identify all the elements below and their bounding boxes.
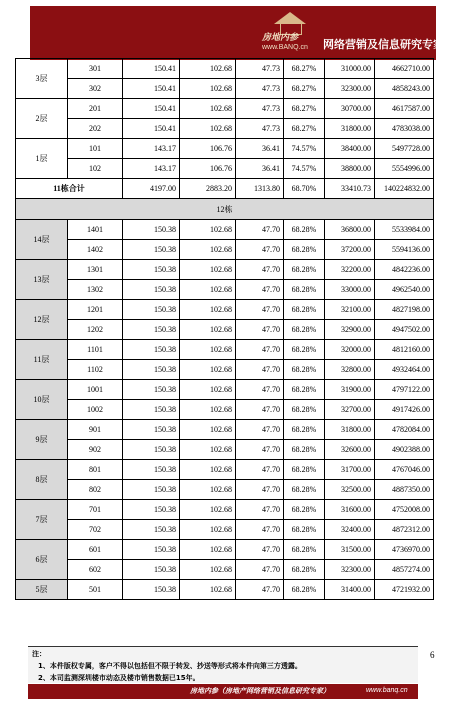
unit-cell: 802	[68, 480, 123, 500]
price-cell: 32800.00	[325, 360, 375, 380]
ratio-cell: 68.27%	[284, 99, 325, 119]
floor-cell: 10层	[16, 380, 68, 420]
ratio-cell: 68.28%	[284, 480, 325, 500]
c2-cell: 102.68	[180, 420, 236, 440]
price-cell: 36800.00	[325, 220, 375, 240]
c3-cell: 47.70	[236, 500, 284, 520]
c3-cell: 47.73	[236, 59, 284, 79]
ratio-cell: 68.28%	[284, 340, 325, 360]
c1-cell: 150.38	[123, 300, 180, 320]
c1-cell: 150.38	[123, 500, 180, 520]
c3-cell: 47.70	[236, 420, 284, 440]
unit-cell: 702	[68, 520, 123, 540]
house-roof-icon	[274, 12, 306, 24]
c3-cell: 47.73	[236, 99, 284, 119]
c3-cell: 36.41	[236, 159, 284, 179]
c2-cell: 106.76	[180, 159, 236, 179]
total-cell: 4947502.00	[375, 320, 434, 340]
c2-cell: 102.68	[180, 320, 236, 340]
c3-cell: 47.70	[236, 480, 284, 500]
price-cell: 31800.00	[325, 420, 375, 440]
price-cell: 31900.00	[325, 380, 375, 400]
total-cell: 5554996.00	[375, 159, 434, 179]
total-cell: 4721932.00	[375, 580, 434, 600]
price-cell: 31000.00	[325, 59, 375, 79]
table-row	[16, 520, 434, 540]
c2-cell: 102.68	[180, 119, 236, 139]
ratio-cell: 68.28%	[284, 520, 325, 540]
total-col3: 1313.80	[236, 179, 284, 199]
c1-cell: 150.38	[123, 380, 180, 400]
c2-cell: 102.68	[180, 260, 236, 280]
ratio-cell: 68.28%	[284, 440, 325, 460]
total-cell: 4962540.00	[375, 280, 434, 300]
price-cell: 33000.00	[325, 280, 375, 300]
total-cell: 4662710.00	[375, 59, 434, 79]
total-price: 33410.73	[325, 179, 375, 199]
floor-cell: 9层	[16, 420, 68, 460]
notes-box	[28, 646, 418, 683]
ratio-cell: 68.28%	[284, 540, 325, 560]
table-row	[16, 500, 434, 520]
unit-cell: 801	[68, 460, 123, 480]
table-row	[16, 340, 434, 360]
c3-cell: 47.70	[236, 540, 284, 560]
floor-cell: 14层	[16, 220, 68, 260]
total-cell: 4842236.00	[375, 260, 434, 280]
price-cell: 38800.00	[325, 159, 375, 179]
total-cell: 4857274.00	[375, 560, 434, 580]
price-cell: 32100.00	[325, 300, 375, 320]
ratio-cell: 68.28%	[284, 420, 325, 440]
c3-cell: 47.73	[236, 119, 284, 139]
total-col2: 2883.20	[180, 179, 236, 199]
ratio-cell: 68.28%	[284, 360, 325, 380]
building-12-section-row	[16, 199, 434, 220]
table-row	[16, 320, 434, 340]
total-cell: 4783038.00	[375, 119, 434, 139]
price-cell: 31500.00	[325, 540, 375, 560]
total-col1: 4197.00	[123, 179, 180, 199]
c3-cell: 47.70	[236, 560, 284, 580]
ratio-cell: 68.28%	[284, 300, 325, 320]
ratio-cell: 68.27%	[284, 59, 325, 79]
unit-cell: 1002	[68, 400, 123, 420]
c2-cell: 102.68	[180, 79, 236, 99]
c3-cell: 47.73	[236, 79, 284, 99]
unit-cell: 1202	[68, 320, 123, 340]
ratio-cell: 68.28%	[284, 260, 325, 280]
ratio-cell: 68.28%	[284, 460, 325, 480]
table-row	[16, 440, 434, 460]
c3-cell: 47.70	[236, 400, 284, 420]
floor-cell: 5层	[16, 580, 68, 600]
unit-cell: 202	[68, 119, 123, 139]
floor-cell: 8层	[16, 460, 68, 500]
c2-cell: 102.68	[180, 560, 236, 580]
price-cell: 32000.00	[325, 340, 375, 360]
c3-cell: 47.70	[236, 340, 284, 360]
c1-cell: 150.38	[123, 420, 180, 440]
c1-cell: 150.38	[123, 520, 180, 540]
brand-header-banner	[30, 6, 444, 60]
ratio-cell: 68.28%	[284, 500, 325, 520]
total-cell: 4752008.00	[375, 500, 434, 520]
building-11-total-row	[16, 179, 434, 199]
note-line-2: 2、本司监测深圳楼市动态及楼市销售数据已15年。	[38, 674, 200, 682]
price-cell: 32700.00	[325, 400, 375, 420]
unit-cell: 301	[68, 59, 123, 79]
c2-cell: 102.68	[180, 280, 236, 300]
notes-title: 注：	[32, 650, 46, 658]
floor-cell: 2层	[16, 99, 68, 139]
c2-cell: 102.68	[180, 480, 236, 500]
total-cell: 4617587.00	[375, 99, 434, 119]
total-cell: 4797122.00	[375, 380, 434, 400]
floor-cell: 7层	[16, 500, 68, 540]
total-label: 11栋合计	[16, 179, 123, 199]
total-cell: 4902388.00	[375, 440, 434, 460]
unit-cell: 101	[68, 139, 123, 159]
c1-cell: 150.41	[123, 119, 180, 139]
total-cell: 4736970.00	[375, 540, 434, 560]
floor-cell: 11层	[16, 340, 68, 380]
total-cell: 4932464.00	[375, 360, 434, 380]
ratio-cell: 68.28%	[284, 220, 325, 240]
c2-cell: 102.68	[180, 460, 236, 480]
page-number: 6	[430, 650, 435, 660]
section-title: 12栋	[16, 199, 434, 220]
price-cell: 32400.00	[325, 520, 375, 540]
c1-cell: 150.41	[123, 99, 180, 119]
building-11-rows	[16, 59, 434, 179]
total-cell: 4872312.00	[375, 520, 434, 540]
c3-cell: 47.70	[236, 220, 284, 240]
unit-cell: 501	[68, 580, 123, 600]
table-row	[16, 560, 434, 580]
ratio-cell: 74.57%	[284, 139, 325, 159]
logo-chinese-text: 房地内参	[262, 33, 299, 43]
header-slogan: 网络营销及信息研究专家	[323, 38, 444, 51]
unit-cell: 1302	[68, 280, 123, 300]
building-12-rows	[16, 220, 434, 600]
total-cell: 4812160.00	[375, 340, 434, 360]
c3-cell: 47.70	[236, 240, 284, 260]
c3-cell: 47.70	[236, 520, 284, 540]
unit-cell: 1401	[68, 220, 123, 240]
table-row	[16, 159, 434, 179]
table-row	[16, 240, 434, 260]
footer-text: 房地内参（房地产网络营销及信息研究专家）	[190, 687, 330, 695]
unit-cell: 701	[68, 500, 123, 520]
table-row	[16, 260, 434, 280]
c2-cell: 102.68	[180, 340, 236, 360]
c2-cell: 102.68	[180, 99, 236, 119]
total-cell: 4827198.00	[375, 300, 434, 320]
table-row	[16, 400, 434, 420]
c2-cell: 102.68	[180, 580, 236, 600]
logo-url-text: www.BANQ.cn	[262, 44, 308, 51]
c1-cell: 150.38	[123, 240, 180, 260]
total-amount: 140224832.00	[375, 179, 434, 199]
price-cell: 32300.00	[325, 560, 375, 580]
ratio-cell: 68.28%	[284, 400, 325, 420]
unit-cell: 602	[68, 560, 123, 580]
total-cell: 4782084.00	[375, 420, 434, 440]
unit-cell: 1301	[68, 260, 123, 280]
unit-cell: 1201	[68, 300, 123, 320]
table-row	[16, 280, 434, 300]
c1-cell: 150.38	[123, 260, 180, 280]
unit-cell: 1102	[68, 360, 123, 380]
c3-cell: 47.70	[236, 440, 284, 460]
total-cell: 4917426.00	[375, 400, 434, 420]
c1-cell: 150.38	[123, 340, 180, 360]
c3-cell: 47.70	[236, 360, 284, 380]
total-cell: 4887350.00	[375, 480, 434, 500]
price-cell: 32600.00	[325, 440, 375, 460]
table-row	[16, 580, 434, 600]
c3-cell: 36.41	[236, 139, 284, 159]
floor-cell: 12层	[16, 300, 68, 340]
c1-cell: 150.38	[123, 220, 180, 240]
c1-cell: 150.38	[123, 400, 180, 420]
c1-cell: 150.38	[123, 460, 180, 480]
floor-cell: 6层	[16, 540, 68, 580]
total-ratio: 68.70%	[284, 179, 325, 199]
c1-cell: 150.41	[123, 79, 180, 99]
total-cell: 5533984.00	[375, 220, 434, 240]
c3-cell: 47.70	[236, 260, 284, 280]
c1-cell: 150.38	[123, 480, 180, 500]
c2-cell: 102.68	[180, 300, 236, 320]
c2-cell: 102.68	[180, 500, 236, 520]
footer-url: www.banq.cn	[366, 687, 408, 694]
c2-cell: 102.68	[180, 59, 236, 79]
price-cell: 32300.00	[325, 79, 375, 99]
total-cell: 5497728.00	[375, 139, 434, 159]
price-cell: 32900.00	[325, 320, 375, 340]
table-row	[16, 420, 434, 440]
c1-cell: 150.38	[123, 280, 180, 300]
price-cell: 38400.00	[325, 139, 375, 159]
table-row	[16, 360, 434, 380]
table-row	[16, 300, 434, 320]
floor-cell: 3层	[16, 59, 68, 99]
table-row	[16, 99, 434, 119]
c2-cell: 102.68	[180, 240, 236, 260]
floor-cell: 13层	[16, 260, 68, 300]
unit-cell: 902	[68, 440, 123, 460]
ratio-cell: 68.28%	[284, 240, 325, 260]
c3-cell: 47.70	[236, 580, 284, 600]
c1-cell: 150.38	[123, 360, 180, 380]
unit-cell: 102	[68, 159, 123, 179]
note-line-1: 1、本件版权专属，客户不得以包括但不限于转发、抄送等形式将本件向第三方透露。	[38, 662, 302, 670]
price-cell: 32500.00	[325, 480, 375, 500]
c2-cell: 102.68	[180, 400, 236, 420]
total-cell: 4767046.00	[375, 460, 434, 480]
c2-cell: 102.68	[180, 380, 236, 400]
price-cell: 32200.00	[325, 260, 375, 280]
ratio-cell: 68.28%	[284, 320, 325, 340]
table-row	[16, 540, 434, 560]
table-row	[16, 59, 434, 79]
unit-cell: 601	[68, 540, 123, 560]
table-row	[16, 480, 434, 500]
table-row	[16, 139, 434, 159]
table-row	[16, 460, 434, 480]
c2-cell: 106.76	[180, 139, 236, 159]
ratio-cell: 68.28%	[284, 280, 325, 300]
unit-cell: 1001	[68, 380, 123, 400]
c3-cell: 47.70	[236, 460, 284, 480]
ratio-cell: 68.28%	[284, 580, 325, 600]
c1-cell: 143.17	[123, 139, 180, 159]
c3-cell: 47.70	[236, 320, 284, 340]
unit-cell: 1402	[68, 240, 123, 260]
c1-cell: 150.38	[123, 440, 180, 460]
c2-cell: 102.68	[180, 360, 236, 380]
c2-cell: 102.68	[180, 540, 236, 560]
ratio-cell: 68.27%	[284, 79, 325, 99]
c1-cell: 150.38	[123, 320, 180, 340]
table-row	[16, 119, 434, 139]
price-cell: 31800.00	[325, 119, 375, 139]
c1-cell: 150.38	[123, 580, 180, 600]
price-cell: 31400.00	[325, 580, 375, 600]
total-cell: 4858243.00	[375, 79, 434, 99]
c2-cell: 102.68	[180, 520, 236, 540]
c3-cell: 47.70	[236, 300, 284, 320]
ratio-cell: 68.28%	[284, 560, 325, 580]
c1-cell: 150.38	[123, 540, 180, 560]
c1-cell: 143.17	[123, 159, 180, 179]
unit-cell: 1101	[68, 340, 123, 360]
price-cell: 37200.00	[325, 240, 375, 260]
table-row	[16, 220, 434, 240]
c3-cell: 47.70	[236, 380, 284, 400]
unit-cell: 302	[68, 79, 123, 99]
table-row	[16, 79, 434, 99]
c1-cell: 150.41	[123, 59, 180, 79]
c1-cell: 150.38	[123, 560, 180, 580]
price-cell: 30700.00	[325, 99, 375, 119]
floor-cell: 1层	[16, 139, 68, 179]
unit-cell: 901	[68, 420, 123, 440]
ratio-cell: 68.28%	[284, 380, 325, 400]
footer-banner	[28, 684, 418, 699]
ratio-cell: 74.57%	[284, 159, 325, 179]
table-row	[16, 380, 434, 400]
price-cell: 31700.00	[325, 460, 375, 480]
c3-cell: 47.70	[236, 280, 284, 300]
total-cell: 5594136.00	[375, 240, 434, 260]
price-cell: 31600.00	[325, 500, 375, 520]
c2-cell: 102.68	[180, 220, 236, 240]
c2-cell: 102.68	[180, 440, 236, 460]
unit-cell: 201	[68, 99, 123, 119]
price-table	[15, 58, 434, 600]
ratio-cell: 68.27%	[284, 119, 325, 139]
